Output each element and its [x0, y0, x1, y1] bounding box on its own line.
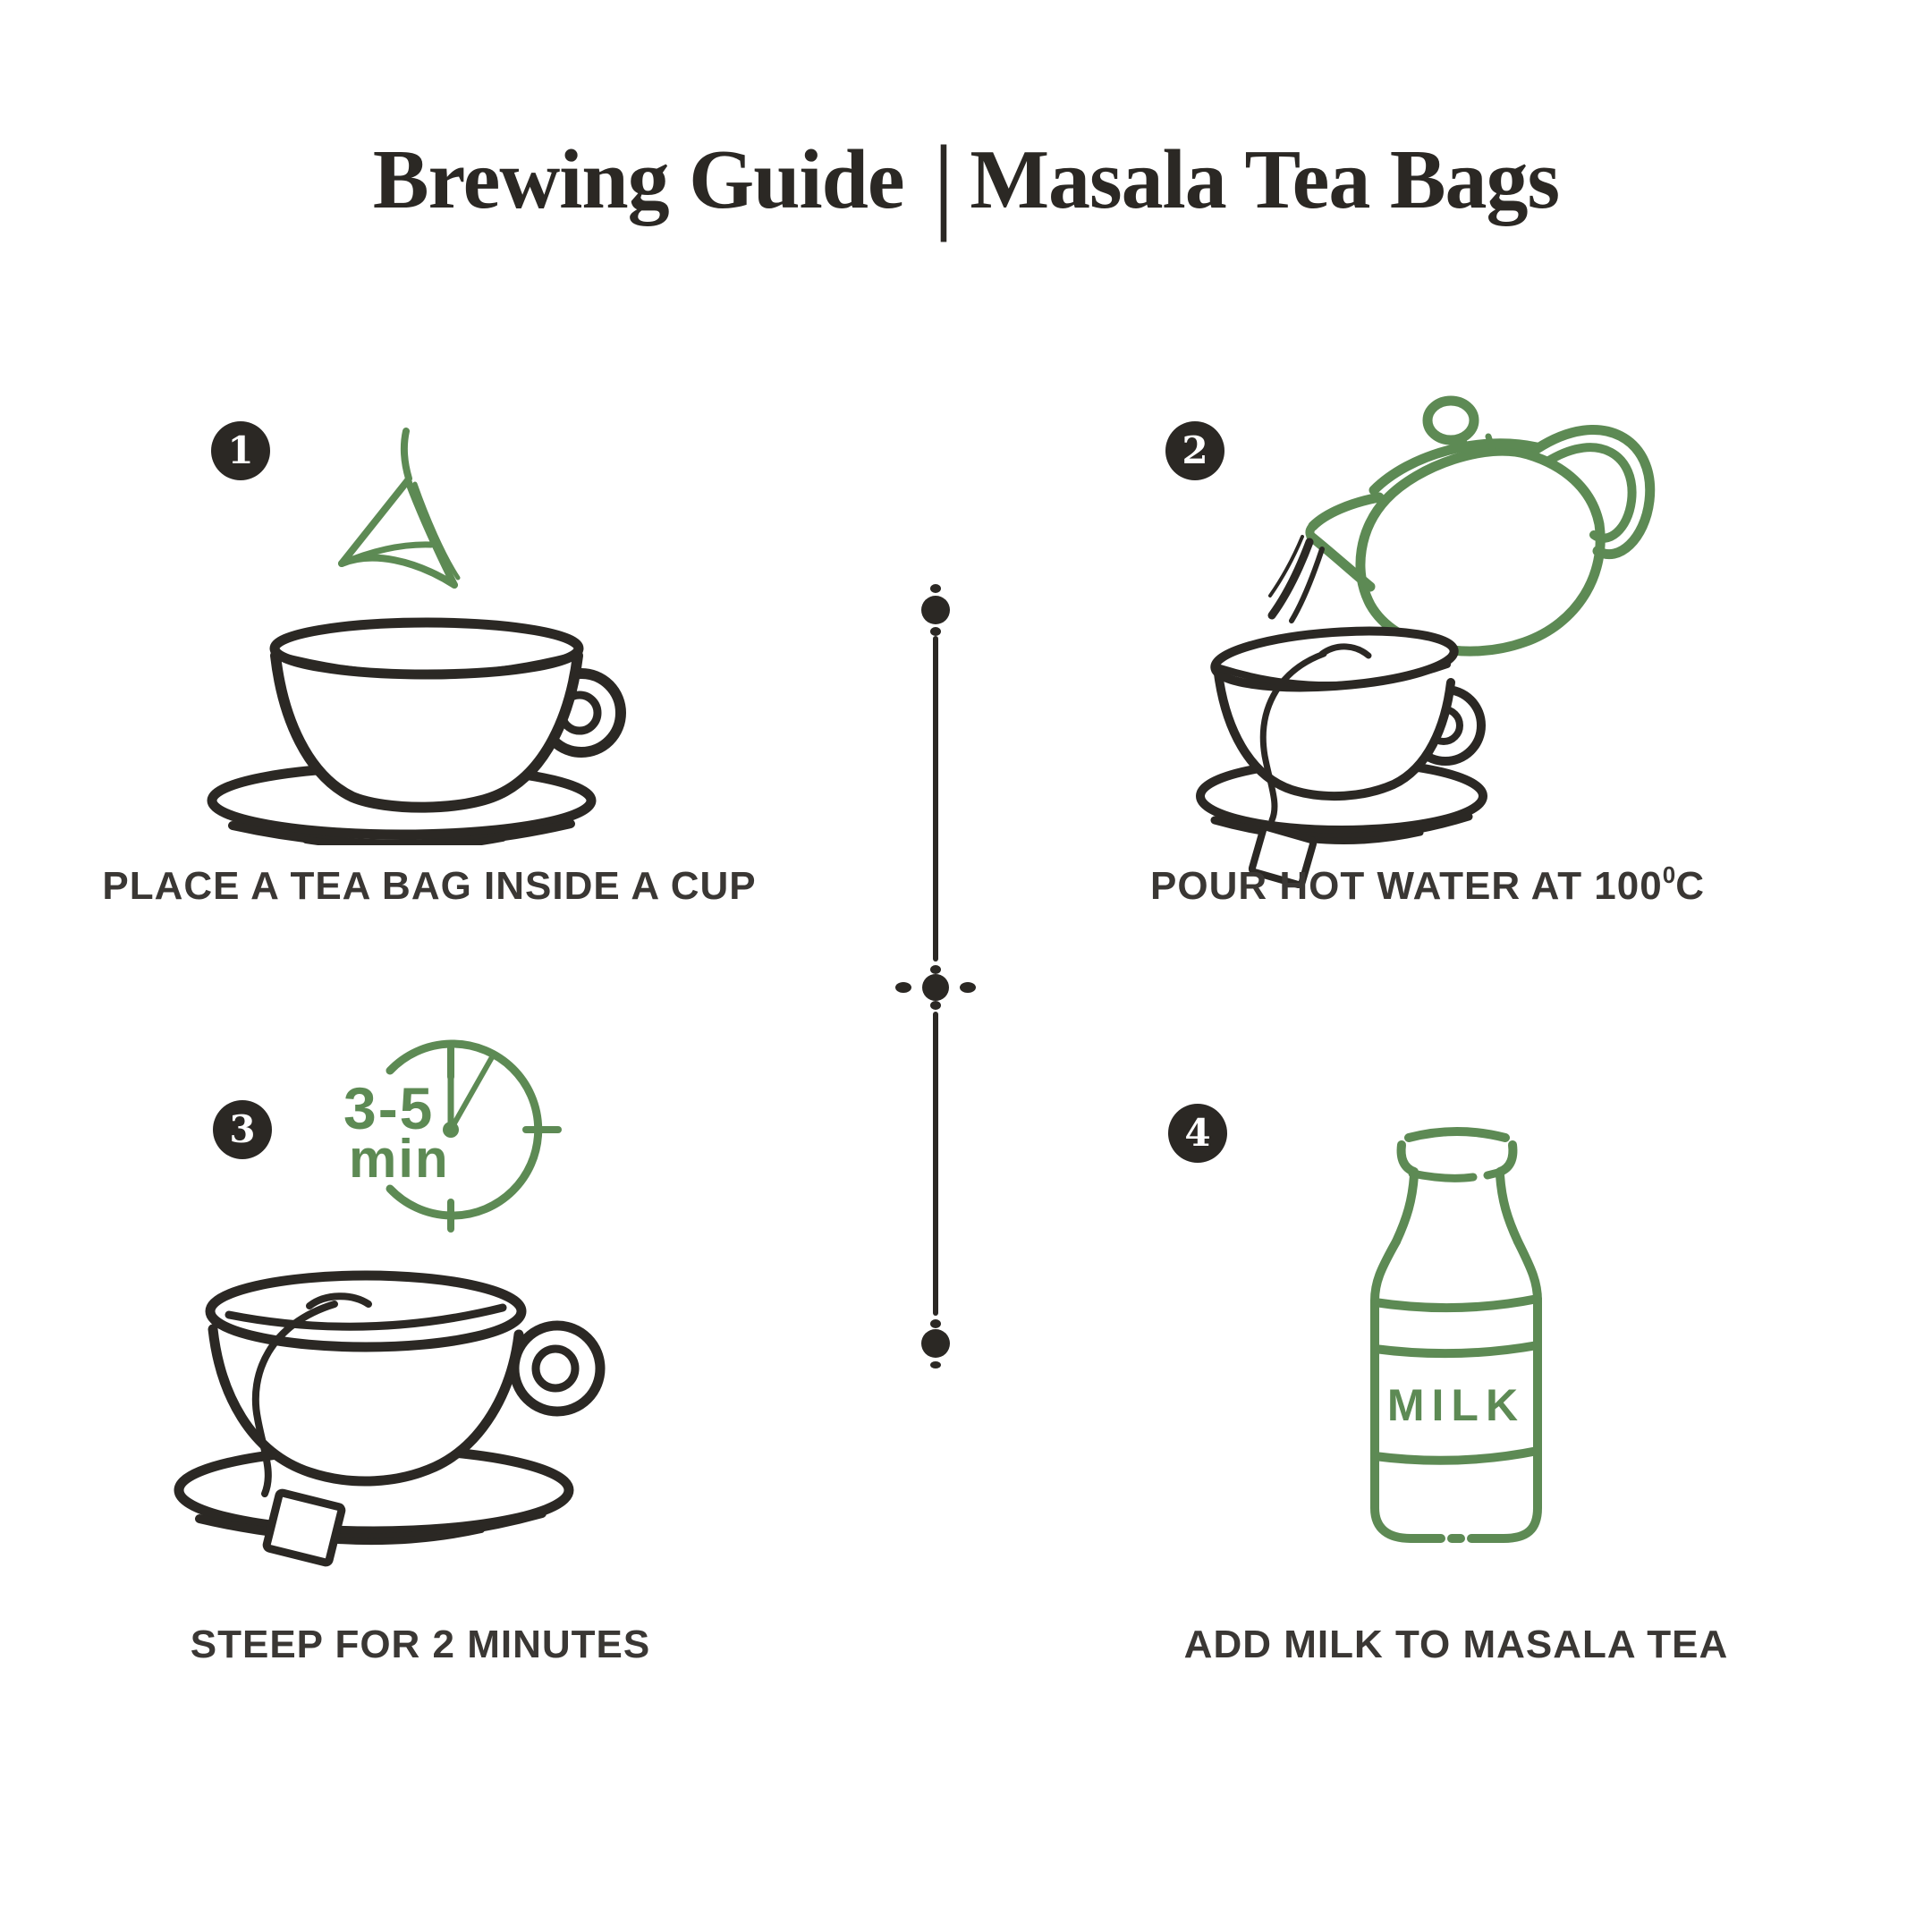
title-right: Masala Tea Bags: [970, 133, 1560, 226]
step-3-badge: [213, 1100, 272, 1159]
title-left: Brewing Guide: [372, 133, 904, 226]
label-bottom-line: [1375, 1451, 1538, 1461]
bottle-neck: [1396, 1175, 1414, 1241]
clock-hand-second: [451, 1057, 492, 1130]
step-4-badge: [1168, 1104, 1227, 1163]
milk-label: MILK: [1386, 1380, 1526, 1430]
timer-range-label: 3-5: [343, 1075, 435, 1141]
timer-unit-label: min: [349, 1129, 450, 1189]
bottle-cap: [1409, 1131, 1505, 1138]
teapot-knob: [1428, 401, 1474, 440]
title-separator-bar: |: [934, 123, 953, 243]
step-3-caption: STEEP FOR 2 MINUTES: [190, 1623, 651, 1666]
tea-bag-tag: [266, 1492, 342, 1563]
step-1-number: 1: [227, 428, 254, 472]
step-2-badge: [1165, 421, 1224, 480]
step-1-caption: PLACE A TEA BAG INSIDE A CUP: [102, 864, 757, 908]
teacup-icon: [199, 613, 628, 845]
milk-bottle-icon: [1353, 1118, 1561, 1558]
degree-superscript: 0: [1662, 861, 1676, 888]
step-4-caption: ADD MILK TO MASALA TEA: [1183, 1623, 1729, 1666]
water-stream: [1272, 542, 1309, 615]
tea-bag-string: [404, 431, 409, 479]
step-3-number: 3: [229, 1107, 256, 1151]
step-2-caption: POUR HOT WATER AT $100^0C$: [1150, 861, 1705, 908]
tea-bag-icon: [329, 428, 468, 602]
label-top-line: [1375, 1345, 1538, 1353]
step-1-badge: [211, 421, 270, 480]
step-4-number: 4: [1184, 1111, 1211, 1155]
shoulder-line: [1375, 1299, 1538, 1308]
step-2-number: 2: [1182, 428, 1208, 472]
timer-clock-icon: [327, 1038, 573, 1252]
divider-ornament: [882, 572, 989, 1368]
page-title: [0, 123, 1932, 243]
steeping-cup-icon: [159, 1259, 615, 1577]
teacup-with-tea-bag-icon: [1190, 613, 1498, 903]
